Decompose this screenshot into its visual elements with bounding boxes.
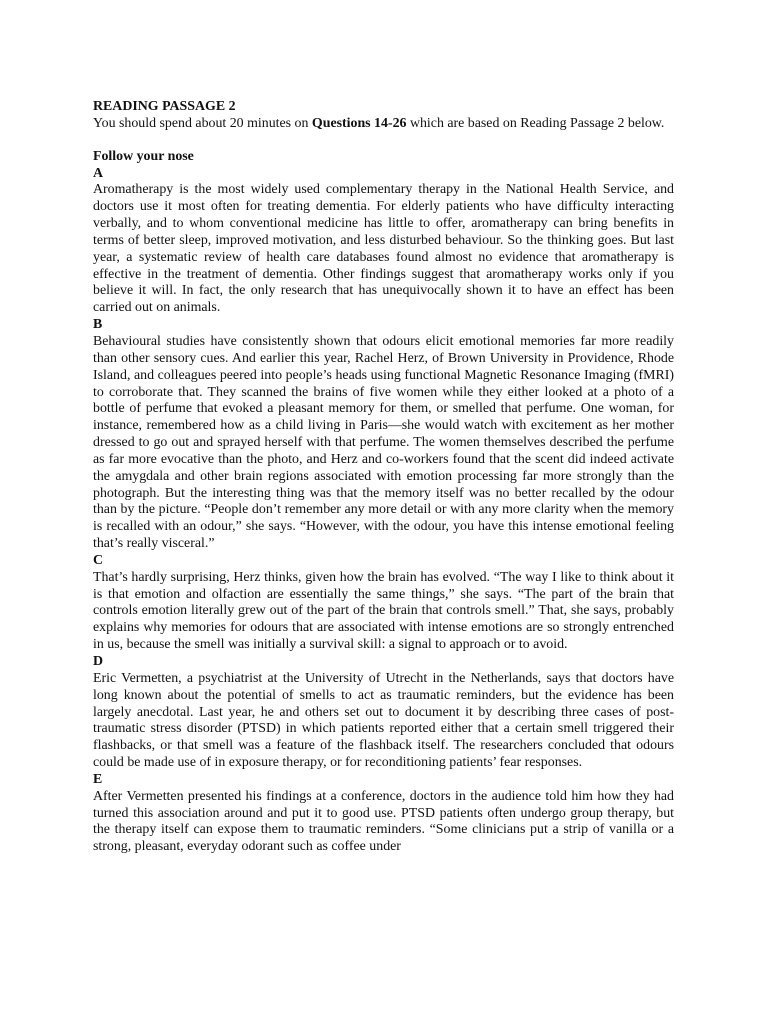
section-paragraph-d: Eric Vermetten, a psychiatrist at the University of Utrecht in the Netherlands, says that doctors have long known about the potential of smells to act as traumatic reminders, but the evidence has been largely anecdotal. Last year, he and others set out to document it by describing three cases of post-traumatic stress disorder (PTSD) in which patients reported either that a certain smell triggered their flashbacks, or that smell was a feature of the flashback itself. The researchers concluded that odours could be made use of in exposure therapy, or for reconditioning patients’ fear responses. <box>93 670 674 771</box>
section-letter-a: A <box>93 165 104 181</box>
section-letter-e: E <box>93 771 103 787</box>
section-paragraph-e: After Vermetten presented his findings at a conference, doctors in the audience told him how they had turned this association around and put it to good use. PTSD patients often undergo group therapy, but the therapy itself can expose them to traumatic reminders. “Some clinicians put a strip of vanilla or a strong, pleasant, everyday odorant such as coffee under <box>93 788 674 855</box>
spacer <box>93 133 674 149</box>
section-paragraph-a: Aromatherapy is the most widely used complementary therapy in the National Health Service, and doctors use it most often for treating dementia. For elderly patients who have difficulty interacting verbally, and to whom conventional medicine has little to offer, aromatherapy can bring benefits in terms of better sleep, improved motivation, and less disturbed behaviour. So the thinking goes. But last year, a systematic review of health care databases found almost no evidence that aromatherapy is effective in the treatment of dementia. Other findings suggest that aromatherapy works only if you believe it will. In fact, the only research that has unequivocally shown it to have an effect has been carried out on animals. <box>93 182 674 316</box>
instruction-text-post: which are based on Reading Passage 2 below. <box>406 115 665 131</box>
section-letter-d: D <box>93 654 104 669</box>
section-paragraph-c: That’s hardly surprising, Herz thinks, given how the brain has evolved. “The way I like to think about it is that emotion and olfaction are essentially the same things,” she says. “The part of the brain that controls emotion literally grew out of the part of the brain that controls smell.” That, she says, probably explains why memories for odours that are associated with intense emotions are so strongly entrenched in us, because the smell was initially a survival skill: a signal to approach or to avoid. <box>93 569 674 653</box>
section-paragraph-b: Behavioural studies have consistently shown that odours elicit emotional memories far more readily than other sensory cues. And earlier this year, Rachel Herz, of Brown University in Providence, Rhode Island, and colleagues peered into people’s heads using functional Magnetic Resonance Imaging (fMRI) to corroborate that. They scanned the brains of five women while they either looked at a photo of a bottle of perfume that evoked a pleasant memory for them, or smelled that perfume. One woman, for instance, remembered how as a child living in Paris—she would watch with excitement as her mother dressed to go out and sprayed herself with that perfume. The women themselves described the perfume as far more evocative than the photo, and Herz and co-workers found that the scent did indeed activate the amygdala and other brain regions associated with emotion processing far more strongly than the photograph. But the interesting thing was that the memory itself was no better recalled by the odour than by the picture. “People don’t remember any more detail or with any more clarity when the memory is recalled with an odour,” she says. “However, with the odour, you have this intense emotional feeling that’s really visceral.” <box>93 333 674 552</box>
section-letter-c: C <box>93 552 104 568</box>
instruction-text-pre: You should spend about 20 minutes on <box>93 115 312 131</box>
passage-title: READING PASSAGE 2 <box>93 99 236 114</box>
passage-instruction <box>93 116 674 133</box>
instruction-questions-range: Questions 14-26 <box>311 115 407 131</box>
reading-passage <box>93 99 674 856</box>
passage-heading: Follow your nose <box>93 148 194 164</box>
section-letter-b: B <box>93 317 103 333</box>
